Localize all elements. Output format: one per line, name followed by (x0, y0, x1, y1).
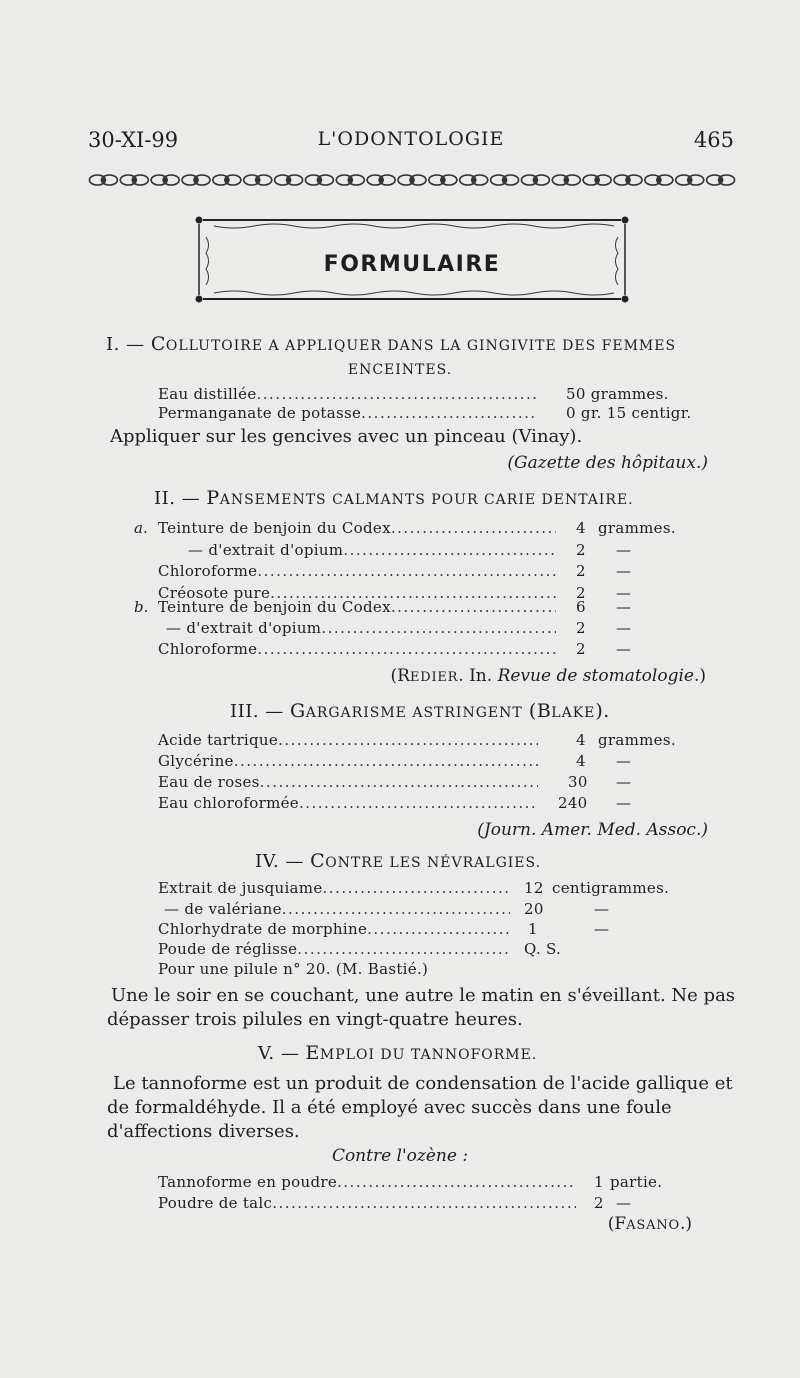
leader-dots (234, 752, 538, 770)
ingredient-qty: 50 grammes. (566, 385, 669, 403)
section-5-source (608, 1214, 692, 1234)
ingredient-qty: 2 (594, 1194, 604, 1212)
leader-dots (343, 541, 556, 559)
leader-dots (391, 519, 556, 537)
leader-dots (321, 619, 556, 637)
ornament-motif (429, 175, 457, 185)
ingredient-unit: — (616, 794, 632, 812)
source-author: ASANO (626, 1218, 680, 1233)
ingredient-label: Eau de roses (158, 773, 260, 791)
formula-row (158, 385, 669, 405)
ingredient-label: Poude de réglisse (158, 940, 298, 958)
ornament-motif (398, 175, 426, 185)
formula-row (158, 562, 632, 582)
ornament-motif (275, 175, 303, 185)
formula-row (158, 619, 632, 639)
ingredient-qty: 12 (524, 879, 544, 897)
issue-date: 30-XI-99 (88, 128, 179, 152)
ingredient-qty: 1 (594, 1173, 604, 1191)
ingredient-unit: — (616, 640, 632, 658)
ingredient-label: — d'extrait d'opium (166, 619, 322, 637)
section-1-number: I. (106, 334, 120, 355)
ingredient-unit: — (594, 920, 610, 938)
ingredient-label: Teinture de benjoin du Codex (158, 519, 391, 537)
leader-dots (297, 940, 510, 958)
formula-row (158, 1173, 663, 1193)
formula-row (158, 404, 692, 424)
section-3-title: ARGARISME ASTRINGENT (305, 705, 523, 721)
dosage-paragraph: Une le soir en se couchant, une autre le matin en s'éveillant. Ne pas dépasser trois pilules en vingt-quatre heures. (107, 985, 736, 1030)
ingredient-unit: — (616, 619, 632, 637)
leader-dots (257, 562, 556, 580)
ingredient-qty: 4 (576, 731, 586, 749)
ingredient-label: Tannoforme en poudre (158, 1173, 338, 1191)
running-head (88, 128, 734, 158)
ingredient-label: Chloroforme (158, 562, 258, 580)
ingredient-unit: centigrammes. (552, 879, 670, 897)
section-2-number: II. (154, 488, 176, 509)
ingredient-label: Permanganate de potasse (158, 404, 362, 422)
formula-row (158, 900, 610, 920)
pill-note (158, 960, 428, 980)
ornament-motif (491, 175, 519, 185)
section-3-author-initial: (B (528, 700, 552, 722)
section-3-initial: G (290, 700, 306, 722)
ornament-motif (645, 175, 673, 185)
application-note: Appliquer sur les gencives avec un pinceau (Vinay). (110, 426, 583, 447)
ingredient-unit: grammes. (598, 519, 676, 537)
row-prefix: a. (134, 519, 148, 537)
ingredient-qty: 30 (568, 773, 588, 791)
section-2-dash: — (181, 488, 201, 509)
leader-dots (272, 1194, 576, 1212)
section-3-heading (230, 700, 610, 722)
ingredient-unit: — (616, 598, 632, 616)
ornament-motif (213, 175, 241, 185)
source-in: . In. (458, 666, 493, 686)
ornament-motif (460, 175, 488, 185)
leader-dots (260, 773, 538, 791)
ingredient-label: Créosote pure (158, 584, 271, 602)
formula-row (158, 752, 632, 772)
section-1-title: OLLUTOIRE A APPLIQUER DANS LA GINGIVITE DES FEMMES (165, 338, 677, 354)
section-5-title: MPLOI DU TANNOFORME. (319, 1047, 538, 1063)
ingredient-qty: 2 (576, 640, 586, 658)
section-2-initial: P (206, 487, 220, 509)
section-1-heading (106, 333, 676, 355)
ornament-motif (182, 175, 210, 185)
section-5-initial: E (305, 1042, 320, 1064)
ingredient-unit: — (616, 1194, 632, 1212)
section-1-dash: — (126, 334, 145, 355)
section-2-heading (154, 487, 634, 509)
formula-row (158, 519, 676, 539)
ingredient-label: Acide tartrique (158, 731, 279, 749)
formula-row (158, 541, 632, 561)
ingredient-qty: 20 (524, 900, 544, 918)
leader-dots (257, 640, 556, 658)
ingredient-qty: 240 (558, 794, 588, 812)
ingredient-qty: 1 (528, 920, 538, 938)
leader-dots (257, 385, 537, 403)
section-5-dash: — (280, 1043, 300, 1064)
leader-dots (367, 920, 510, 938)
ornament-motif (614, 175, 642, 185)
section-1-heading-line2 (0, 358, 800, 379)
ornament-motif (583, 175, 611, 185)
ornament-motif (89, 175, 117, 185)
section-5-heading (258, 1042, 537, 1064)
ingredient-qty: 2 (576, 584, 586, 602)
source-author: EDIER (409, 670, 459, 685)
tannoforme-paragraph: Le tannoforme est un produit de condensation de l'acide gallique et de formaldéhyde. Il a été employé avec succès dans une foule d'affections diverses. (107, 1073, 733, 1142)
ingredient-unit: — (616, 562, 632, 580)
section-1-source: (Gazette des hôpitaux.) (507, 453, 708, 473)
ornament-border (88, 170, 736, 190)
leader-dots (299, 794, 538, 812)
section-3-author-end: ). (595, 700, 610, 722)
formula-row (158, 879, 670, 899)
ornament-motif (676, 175, 704, 185)
leader-dots (391, 598, 556, 616)
leader-dots (337, 1173, 576, 1191)
ornament-motif (707, 175, 735, 185)
section-2-source: (REDIER. In. Revue de stomatologie.) (390, 666, 706, 686)
ingredient-label: Poudre de talc (158, 1194, 273, 1212)
section-3-source: (Journ. Amer. Med. Assoc.) (477, 820, 708, 840)
formula-row (158, 794, 632, 814)
subheading: Contre l'ozène : (331, 1146, 469, 1166)
ingredient-qty: 0 gr. 15 centigr. (566, 404, 692, 422)
ingredient-qty: 6 (576, 598, 586, 616)
section-4-number: IV. (255, 851, 280, 872)
ingredient-qty: 2 (576, 541, 586, 559)
source-author-initial: R (397, 666, 410, 686)
ingredient-label: Chloroforme (158, 640, 258, 658)
section-4-title: ONTRE LES NÉVRALGIES. (325, 855, 542, 871)
ornament-motif (367, 175, 395, 185)
ornament-motif (552, 175, 580, 185)
section-4-dash: — (285, 851, 304, 872)
formula-row (158, 598, 632, 618)
ingredient-qty: 4 (576, 519, 586, 537)
ingredient-qty: 2 (576, 562, 586, 580)
ingredient-unit: — (616, 752, 632, 770)
section-3-dash: — (265, 701, 284, 722)
leader-dots (282, 900, 510, 918)
section-1-initial: C (150, 333, 166, 355)
ornament-motif (151, 175, 179, 185)
ingredient-label: Glycérine (158, 752, 234, 770)
ornament-motif (521, 175, 549, 185)
ingredient-label: Eau chloroformée (158, 794, 299, 812)
section-4-initial: C (310, 850, 326, 872)
formula-row (158, 773, 632, 793)
ornament-motif (336, 175, 364, 185)
ornament-motif (305, 175, 333, 185)
section-5-number: V. (258, 1043, 275, 1064)
ingredient-label: — de valériane (164, 900, 282, 918)
leader-dots (323, 879, 510, 897)
formula-row (158, 940, 562, 960)
ornament-motif (244, 175, 272, 185)
ornament-motif (120, 175, 148, 185)
formula-row (158, 1194, 632, 1214)
section-title: FORMULAIRE (323, 252, 501, 277)
ingredient-label: Teinture de benjoin du Codex (158, 598, 391, 616)
source-journal: Revue de stomatologie. (497, 666, 700, 686)
source-end: .) (679, 1214, 692, 1234)
source-author-initial: (F (607, 1214, 627, 1234)
section-4-heading (255, 850, 541, 872)
pill-note-text: Pour une pilule n° 20. (M. Bastié.) (158, 960, 429, 978)
ingredient-label: Extrait de jusquiame (158, 879, 323, 897)
ingredient-label: Chlorhydrate de morphine (158, 920, 368, 938)
section-3-author: LAKE (551, 705, 596, 721)
formula-row (158, 731, 676, 751)
section-1-title-cont: ENCEINTES. (347, 362, 453, 378)
formula-row (158, 640, 632, 660)
leader-dots (278, 731, 538, 749)
ingredient-label: — d'extrait d'opium (188, 541, 344, 559)
formula-row (158, 920, 610, 940)
ingredient-unit: partie. (610, 1173, 663, 1191)
ingredient-unit: — (616, 541, 632, 559)
row-prefix: b. (134, 598, 149, 616)
ingredient-unit: grammes. (598, 731, 676, 749)
ingredient-qty: Q. S. (524, 940, 562, 958)
ingredient-unit: — (616, 584, 632, 602)
ingredient-label: Eau distillée (158, 385, 257, 403)
ingredient-unit: — (594, 900, 610, 918)
ingredient-qty: 2 (576, 619, 586, 637)
section-3-number: III. (230, 701, 260, 722)
section-2-title: ANSEMENTS CALMANTS POUR CARIE DENTAIRE. (219, 492, 634, 508)
page-number: 465 (693, 128, 734, 152)
ingredient-qty: 4 (576, 752, 586, 770)
leader-dots (361, 404, 536, 422)
journal-name: L'ODONTOLOGIE (317, 128, 505, 150)
ingredient-unit: — (616, 773, 632, 791)
